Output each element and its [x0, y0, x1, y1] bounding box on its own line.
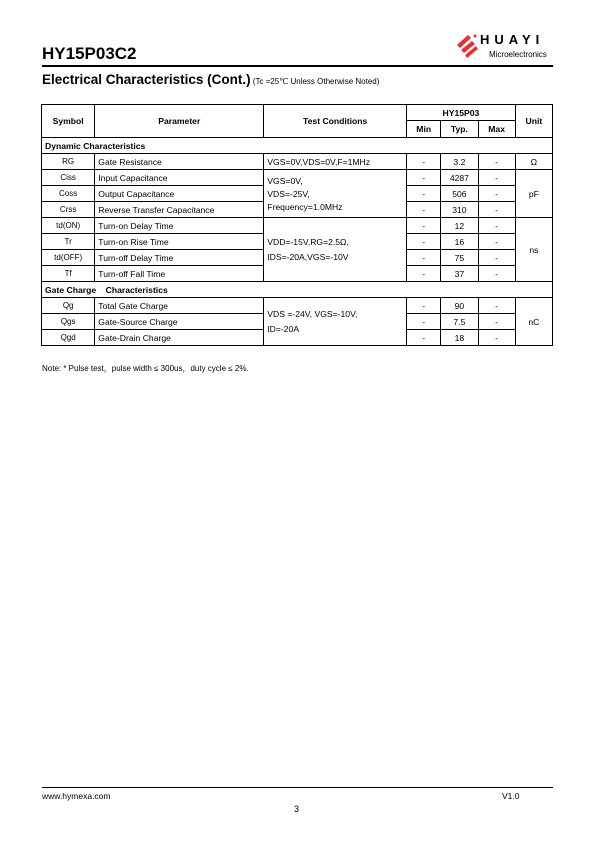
typ-cell: 3.2 — [441, 154, 478, 170]
typ-cell: 16 — [441, 234, 478, 250]
gate-charge-conditions-cell — [264, 298, 407, 346]
min-cell: - — [407, 186, 441, 202]
capacitance-conditions-cell — [264, 170, 407, 218]
max-cell: - — [478, 234, 515, 250]
typ-cell: 90 — [441, 298, 478, 314]
symbol-cell: td(OFF) — [42, 250, 95, 266]
col-conditions: Test Conditions — [264, 105, 407, 138]
footer-url: www.hymexa.com — [42, 791, 111, 801]
min-cell: - — [407, 202, 441, 218]
section-row — [42, 282, 553, 298]
min-cell: - — [407, 314, 441, 330]
max-cell: - — [478, 154, 515, 170]
parameter-cell: Turn-off Fall Time — [95, 266, 264, 282]
conditions-line: IDS=-20A,VGS=-10V — [267, 252, 349, 262]
capacitance-unit-cell: pF — [515, 170, 552, 218]
typ-cell: 4287 — [441, 170, 478, 186]
switching-unit-cell: ns — [515, 218, 552, 282]
symbol-cell: RG — [42, 154, 95, 170]
switching-conditions-cell — [264, 218, 407, 282]
symbol-cell: Crss — [42, 202, 95, 218]
page-number: 3 — [294, 804, 300, 814]
col-max: Max — [478, 121, 515, 138]
min-cell: - — [407, 170, 441, 186]
conditions-line: Frequency=1.0MHz — [267, 201, 343, 212]
parameter-cell: Gate-Source Charge — [95, 314, 264, 330]
typ-cell: 506 — [441, 186, 478, 202]
logo-subtitle: Microelectronics — [489, 50, 547, 59]
electrical-characteristics-table — [41, 104, 553, 346]
table-row — [42, 154, 553, 170]
min-cell: - — [407, 250, 441, 266]
parameter-cell: Total Gate Charge — [95, 298, 264, 314]
max-cell: - — [478, 314, 515, 330]
table-row — [42, 298, 553, 314]
col-typ: Typ. — [441, 121, 478, 138]
col-device: HY15P03 — [407, 105, 516, 121]
conditions-line: ID=-20A — [267, 324, 300, 334]
parameter-cell: Turn-on Delay Time — [95, 218, 264, 234]
table-header-row — [42, 105, 553, 121]
max-cell: - — [478, 202, 515, 218]
parameter-cell: Turn-off Delay Time — [95, 250, 264, 266]
parameter-cell: Input Capacitance — [95, 170, 264, 186]
max-cell: - — [478, 330, 515, 346]
typ-cell: 7.5 — [441, 314, 478, 330]
symbol-cell: Tr — [42, 234, 95, 250]
header-rule — [42, 65, 553, 67]
typ-cell: 18 — [441, 330, 478, 346]
footer-rule — [42, 787, 553, 788]
symbol-cell: Qg — [42, 298, 95, 314]
conditions-line: VDS =-24V, VGS=-10V, — [267, 309, 358, 319]
footer-version: V1.0 — [502, 791, 520, 801]
max-cell: - — [478, 186, 515, 202]
min-cell: - — [407, 234, 441, 250]
symbol-cell: td(ON) — [42, 218, 95, 234]
min-cell: - — [407, 330, 441, 346]
table-row — [42, 218, 553, 234]
conditions-cell: VGS=0V,VDS=0V,F=1MHz — [264, 154, 407, 170]
logo-wordmark: HUAYI — [480, 32, 545, 47]
gate-charge-unit-cell: nC — [515, 298, 552, 346]
min-cell: - — [407, 218, 441, 234]
col-symbol: Symbol — [42, 105, 95, 138]
max-cell: - — [478, 266, 515, 282]
typ-cell: 37 — [441, 266, 478, 282]
symbol-cell: Qgs — [42, 314, 95, 330]
parameter-cell: Output Capacitance — [95, 186, 264, 202]
huayi-logo-icon — [455, 33, 479, 61]
typ-cell: 75 — [441, 250, 478, 266]
typ-cell: 310 — [441, 202, 478, 218]
col-unit: Unit — [515, 105, 552, 138]
conditions-line: VGS=0V, — [267, 175, 303, 186]
part-number: HY15P03C2 — [42, 44, 137, 63]
section-title: Dynamic Characteristics — [42, 138, 553, 154]
typ-cell: 12 — [441, 218, 478, 234]
heading-title: Electrical Characteristics (Cont.) — [42, 72, 251, 87]
heading-condition: (Tc =25℃ Unless Otherwise Noted) — [250, 77, 380, 86]
table-row — [42, 170, 553, 186]
symbol-cell: Tf — [42, 266, 95, 282]
min-cell: - — [407, 154, 441, 170]
symbol-cell: Coss — [42, 186, 95, 202]
col-min: Min — [407, 121, 441, 138]
min-cell: - — [407, 266, 441, 282]
max-cell: - — [478, 218, 515, 234]
symbol-cell: Qgd — [42, 330, 95, 346]
section-row — [42, 138, 553, 154]
parameter-cell: Gate-Drain Charge — [95, 330, 264, 346]
parameter-cell: Gate Resistance — [95, 154, 264, 170]
pulse-test-note: Note: * Pulse test，pulse width ≤ 300us，duty cycle ≤ 2%. — [42, 364, 249, 373]
company-logo — [455, 33, 555, 63]
max-cell: - — [478, 298, 515, 314]
max-cell: - — [478, 250, 515, 266]
parameter-cell: Reverse Transfer Capacitance — [95, 202, 264, 218]
section-heading — [42, 71, 379, 89]
col-parameter: Parameter — [95, 105, 264, 138]
conditions-line: VDS=-25V, — [267, 188, 310, 199]
parameter-cell: Turn-on Rise Time — [95, 234, 264, 250]
section-title: Gate Charge Characteristics — [42, 282, 553, 298]
max-cell: - — [478, 170, 515, 186]
conditions-line: VDD=-15V,RG=2.5Ω, — [267, 237, 349, 247]
unit-cell: Ω — [515, 154, 552, 170]
symbol-cell: Ciss — [42, 170, 95, 186]
min-cell: - — [407, 298, 441, 314]
